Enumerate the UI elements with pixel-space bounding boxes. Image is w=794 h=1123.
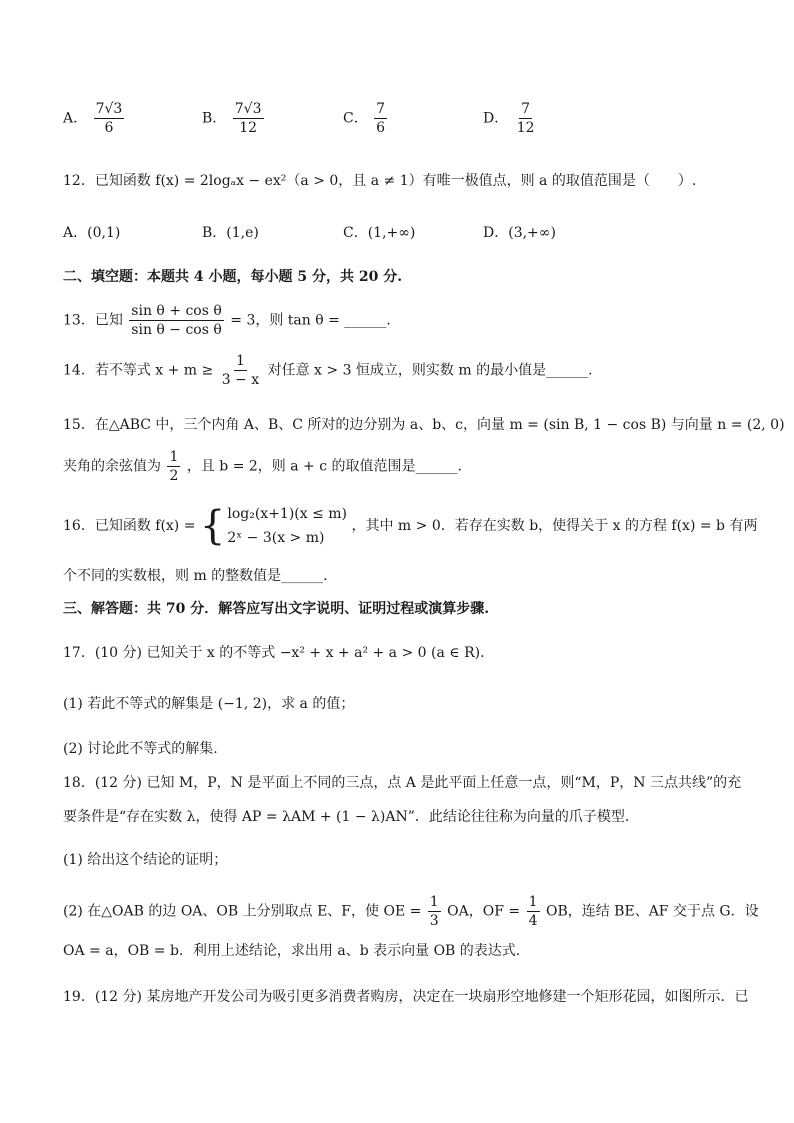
- q18-line-1: 18．(12 分) 已知 M，P，N 是平面上不同的三点，点 A 是此平面上任意一点，则“M，P，N 三点共线”的充: [63, 775, 742, 791]
- q18-line-2: 要条件是“存在实数 λ，使得 AP = λAM + (1 − λ)AN”．此结论往往称为向量的爪子模型.: [63, 809, 630, 825]
- q11-option-c: [343, 100, 389, 137]
- q12-option-b: [202, 222, 259, 242]
- option-label: D．: [483, 225, 509, 241]
- q14-post: 对任意 x > 3 恒成立，则实数 m 的最小值是______.: [267, 362, 593, 379]
- fraction: [515, 100, 537, 137]
- q18-part-2-line-2: OA = a，OB = b．利用上述结论，求出用 a、b 表示向量 OB 的表达式.: [63, 943, 521, 959]
- q14-pre: 14．若不等式 x + m ≥: [63, 362, 214, 379]
- q11-option-b: [202, 100, 266, 137]
- option-value: (1,+∞): [367, 225, 416, 241]
- q12-option-c: [343, 222, 415, 242]
- denominator: 12: [239, 120, 258, 136]
- denominator: 12: [516, 120, 535, 136]
- q11-option-d: [483, 100, 539, 137]
- numerator: 1: [169, 449, 179, 465]
- fraction: [527, 893, 540, 930]
- q15-line-1: 15．在△ABC 中，三个内角 A、B、C 所对的边分别为 a、b、c，向量 m = (sin B, 1 − cos B) 与向量 n = (2, 0): [63, 417, 785, 433]
- numerator: 1: [528, 894, 538, 910]
- denominator: 6: [376, 120, 386, 136]
- numerator: 7: [521, 101, 531, 117]
- option-label: B．: [202, 225, 227, 241]
- piecewise-function: [200, 502, 347, 550]
- option-label: A．: [63, 110, 88, 127]
- q16-line-2: 个不同的实数根，则 m 的整数值是______.: [63, 568, 328, 584]
- option-label: D．: [483, 110, 509, 127]
- numerator: 7√3: [234, 101, 262, 117]
- option-value: (1,e): [226, 225, 259, 241]
- option-value: (3,+∞): [508, 225, 556, 241]
- fraction: [233, 100, 264, 137]
- numerator: 7: [376, 101, 386, 117]
- cases: [227, 502, 347, 550]
- numerator: 1: [429, 894, 439, 910]
- denominator: 3 − x: [221, 372, 260, 388]
- q12-option-a: [63, 222, 120, 242]
- option-label: B．: [202, 110, 227, 127]
- q16-post: ，其中 m > 0．若存在实数 b，使得关于 x 的方程 f(x) = b 有两: [351, 518, 758, 534]
- brace-symbol: {: [199, 503, 226, 549]
- q18-part-2-pre: (2) 在△OAB 的边 OA、OB 上分别取点 E、F，使 OE =: [63, 903, 422, 920]
- fraction: [428, 893, 441, 930]
- q17-part-2: (2) 讨论此不等式的解集.: [63, 741, 218, 757]
- q18-part-1: (1) 给出这个结论的证明；: [63, 852, 228, 868]
- fraction: [129, 302, 224, 339]
- q18-part-2-post: OB，连结 BE、AF 交于点 G．设: [545, 903, 759, 920]
- q16-pre: 16．已知函数 f(x) =: [63, 518, 196, 534]
- numerator: 1: [235, 353, 245, 369]
- numerator: 7√3: [95, 101, 123, 117]
- q13-post: = 3，则 tan θ = ______.: [230, 312, 391, 329]
- q13-pre: 13．已知: [63, 312, 123, 329]
- denominator: 4: [528, 913, 538, 929]
- q12-stem: 12．已知函数 f(x) = 2logₐx − ex²（a > 0，且 a ≠ 1）有唯一极值点，则 a 的取值范围是（ ）.: [63, 173, 697, 189]
- fraction: [374, 100, 387, 137]
- case-1: log₂(x+1)(x ≤ m): [227, 506, 348, 522]
- q18-part-2-line-1: [63, 893, 759, 930]
- q15-line-2: [63, 448, 462, 485]
- option-label: C．: [343, 110, 368, 127]
- option-label: C．: [343, 225, 368, 241]
- case-2: 2ˣ − 3(x > m): [227, 530, 325, 546]
- q17-stem: 17．(10 分) 已知关于 x 的不等式 −x² + x + a² + a > 0 (a ∈ R).: [63, 645, 485, 661]
- q11-option-a: [63, 100, 126, 137]
- q15-pre: 夹角的余弦值为: [63, 458, 161, 475]
- denominator: 2: [169, 468, 179, 484]
- q15-post: ，且 b = 2，则 a + c 的取值范围是______.: [186, 458, 462, 475]
- q13: [63, 302, 391, 339]
- denominator: sin θ − cos θ: [131, 322, 222, 338]
- fraction: [94, 100, 125, 137]
- fraction: [220, 352, 261, 389]
- fraction: [167, 448, 180, 485]
- q16-line-1: [63, 502, 757, 550]
- q17-part-1: (1) 若此不等式的解集是 (−1, 2)，求 a 的值；: [63, 696, 355, 712]
- q12-option-d: [483, 222, 556, 242]
- section-2-title: 二、填空题：本题共 4 小题，每小题 5 分，共 20 分.: [63, 269, 403, 285]
- q19-stem: 19．(12 分) 某房地产开发公司为吸引更多消费者购房，决定在一块扇形空地修建一个矩形花园，如图所示．已: [63, 989, 749, 1005]
- option-value: (0,1): [87, 225, 121, 241]
- q18-part-2-mid: OA，OF =: [447, 903, 521, 920]
- section-3-title: 三、解答题：共 70 分．解答应写出文字说明、证明过程或演算步骤.: [63, 601, 490, 617]
- denominator: 6: [104, 120, 114, 136]
- denominator: 3: [429, 913, 439, 929]
- q14: [63, 352, 593, 389]
- option-label: A．: [63, 225, 88, 241]
- numerator: sin θ + cos θ: [131, 303, 222, 319]
